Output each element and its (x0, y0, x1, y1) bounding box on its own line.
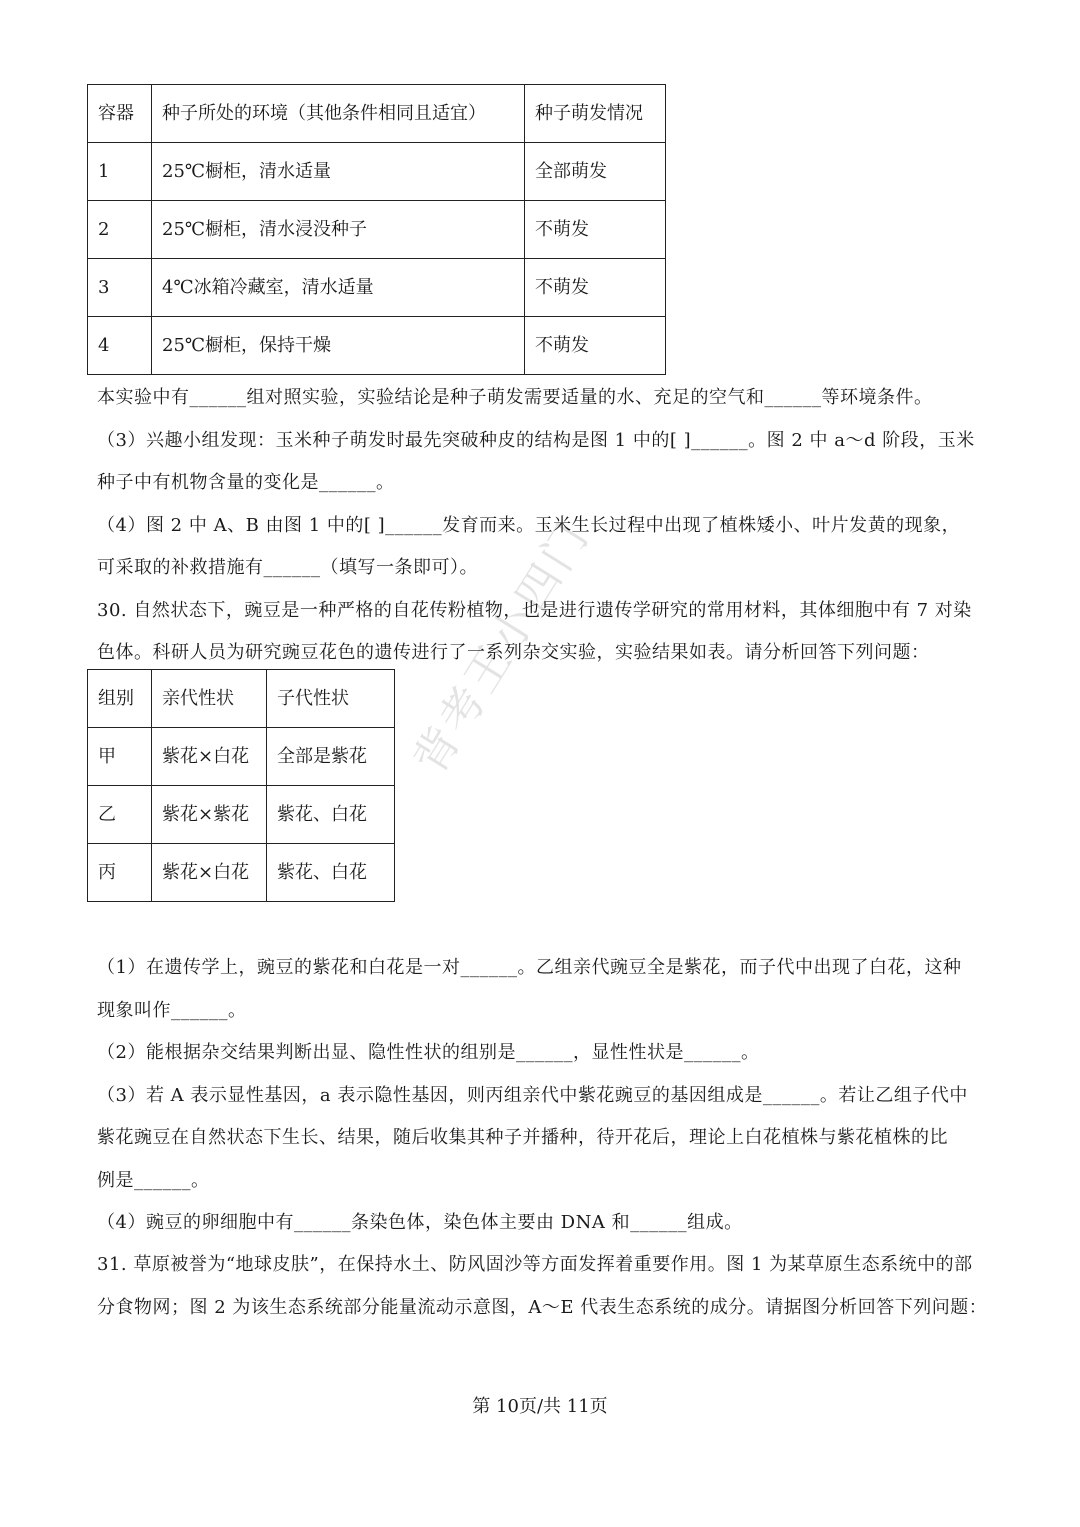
table-cell: 紫花、白花 (267, 786, 395, 844)
table-cell: 3 (88, 259, 152, 317)
table-row (88, 844, 395, 902)
watermark: 背考王小四门 (404, 511, 601, 783)
text-line: 现象叫作______。 (97, 1000, 247, 1021)
table-header-cell: 亲代性状 (152, 670, 267, 728)
table-row (88, 317, 666, 375)
table-row (88, 786, 395, 844)
table-header-row (88, 670, 395, 728)
table-cell: 全部萌发 (525, 143, 666, 201)
seed-germination-table (87, 84, 666, 375)
table-cell: 4 (88, 317, 152, 375)
table-cell: 不萌发 (525, 317, 666, 375)
table-cell: 25℃橱柜，清水浸没种子 (152, 201, 525, 259)
table-header-row (88, 85, 666, 143)
question-31-stem: 31. 草原被誉为“地球皮肤”，在保持水土、防风固沙等方面发挥着重要作用。图 1 为某草原生态系统中的部 (97, 1254, 973, 1275)
text-line: （4）豌豆的卵细胞中有______条染色体，染色体主要由 DNA 和______组成。 (97, 1212, 743, 1233)
text-line: 例是______。 (97, 1170, 210, 1191)
page-number: 第 10页/共 11页 (472, 1396, 608, 1417)
text-line: （1）在遗传学上，豌豆的紫花和白花是一对______。乙组亲代豌豆全是紫花，而子代中出现了白花，这种 (97, 957, 962, 978)
question-31-stem: 分食物网；图 2 为该生态系统部分能量流动示意图，A～E 代表生态系统的成分。请据图分析回答下列问题： (97, 1297, 988, 1318)
table-cell: 乙 (88, 786, 152, 844)
table-header-cell: 容器 (88, 85, 152, 143)
table-cell: 4℃冰箱冷藏室，清水适量 (152, 259, 525, 317)
text-line: （3）兴趣小组发现：玉米种子萌发时最先突破种皮的结构是图 1 中的[ ]______。图 2 中 a～d 阶段，玉米 (97, 430, 975, 451)
table-header-cell: 种子所处的环境（其他条件相同且适宜） (152, 85, 525, 143)
text-line: （2）能根据杂交结果判断出显、隐性性状的组别是______，显性性状是______。 (97, 1042, 760, 1063)
table-row (88, 728, 395, 786)
table-cell: 紫花、白花 (267, 844, 395, 902)
table-row (88, 201, 666, 259)
table-cell: 丙 (88, 844, 152, 902)
table-cell: 紫花×白花 (152, 844, 267, 902)
table-cell: 1 (88, 143, 152, 201)
table-cell: 紫花×紫花 (152, 786, 267, 844)
table-header-cell: 组别 (88, 670, 152, 728)
table-header-cell: 子代性状 (267, 670, 395, 728)
text-line: 种子中有机物含量的变化是______。 (97, 472, 395, 493)
table-cell: 甲 (88, 728, 152, 786)
text-line: 本实验中有______组对照实验，实验结论是种子萌发需要适量的水、充足的空气和______等环境条件。 (97, 387, 933, 408)
table-cell: 25℃橱柜，清水适量 (152, 143, 525, 201)
table-cell: 不萌发 (525, 259, 666, 317)
question-30-stem: 色体。科研人员为研究豌豆花色的遗传进行了一系列杂交实验，实验结果如表。请分析回答下列问题： (97, 642, 930, 663)
table-cell: 2 (88, 201, 152, 259)
text-line: （3）若 A 表示显性基因，a 表示隐性基因，则丙组亲代中紫花豌豆的基因组成是______。若让乙组子代中 (97, 1085, 968, 1106)
table-row (88, 259, 666, 317)
table-cell: 25℃橱柜，保持干燥 (152, 317, 525, 375)
pea-cross-table (87, 669, 395, 902)
question-30-stem: 30. 自然状态下，豌豆是一种严格的自花传粉植物，也是进行遗传学研究的常用材料，其体细胞中有 7 对染 (97, 600, 972, 621)
table-cell: 紫花×白花 (152, 728, 267, 786)
text-line: 可采取的补救措施有______（填写一条即可）。 (97, 557, 478, 578)
table-cell: 不萌发 (525, 201, 666, 259)
table-cell: 全部是紫花 (267, 728, 395, 786)
table-row (88, 143, 666, 201)
text-line: （4）图 2 中 A、B 由图 1 中的[ ]______发育而来。玉米生长过程中出现了植株矮小、叶片发黄的现象， (97, 515, 961, 536)
text-line: 紫花豌豆在自然状态下生长、结果，随后收集其种子并播种，待开花后，理论上白花植株与紫花植株的比 (97, 1127, 948, 1148)
table-header-cell: 种子萌发情况 (525, 85, 666, 143)
